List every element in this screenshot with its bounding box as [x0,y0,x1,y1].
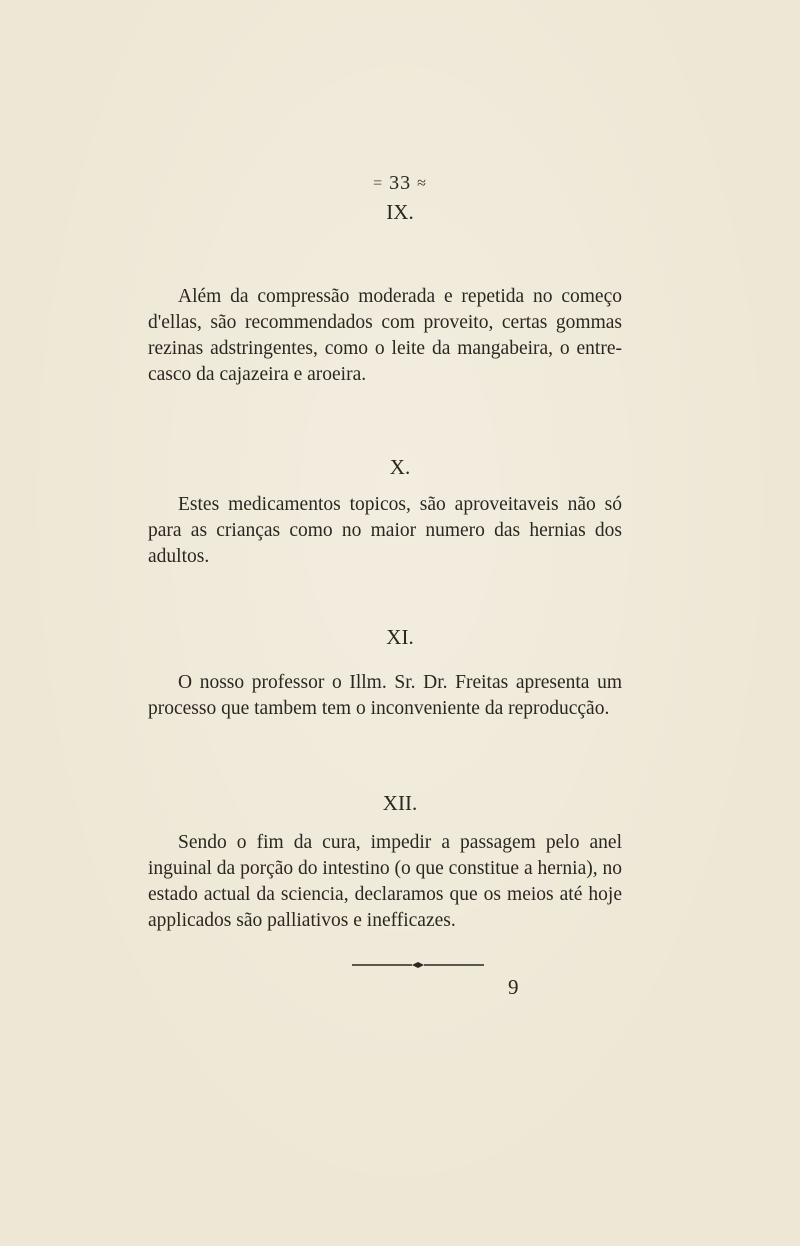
signature-mark: 9 [508,975,519,999]
page-number [0,172,800,195]
section-heading-ix: IX. [386,200,414,224]
section-text-xi: O nosso professor o Illm. Sr. Dr. Freitas apresenta um processo que tambem tem o inconveniente da reproducção. [148,672,622,719]
section-text-xii: Sendo o fim da cura, impedir a passagem pelo anel inguinal da porção do intestino (o que constitue a hernia), no estado actual da sciencia, declaramos que os meios até hoje applicados são palliativos e inefficazes. [148,832,622,931]
page-number-value: 33 [389,172,412,194]
section-heading-x: X. [389,455,411,479]
left-ornament: = [373,175,384,193]
section-text-ix: Além da compressão moderada e repetida no começo d'ellas, são recommendados com proveito, certas gommas rezinas adstringentes, como o leite da mangabeira, o entre-casco da cajazeira e aroeira. [148,286,622,385]
right-ornament: ≈ [417,175,427,193]
section-heading-xii: XII. [382,791,418,815]
section-heading-xi: XI. [386,625,414,649]
section-text-x: Estes medicamentos topicos, são aproveitaveis não só para as crianças como no maior numero das hernias dos adultos. [148,494,622,567]
ornamental-divider [352,962,484,968]
